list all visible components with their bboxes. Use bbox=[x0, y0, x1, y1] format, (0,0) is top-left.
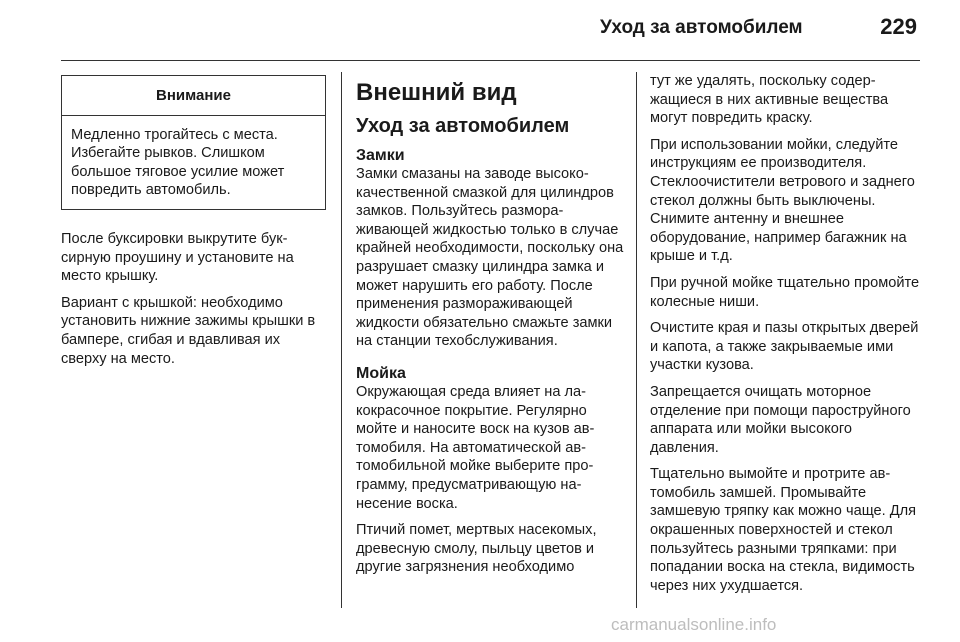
washing-heading: Мойка bbox=[356, 364, 406, 382]
middle-column bbox=[356, 79, 624, 585]
washing-paragraph-1: Окружающая среда влияет на лакокрасочное покрытие. Регулярно мойте и наносите воск на кузов автомобиля. На автоматической автомобильной мойке выберите программу, предусматривающую нанесение воска. bbox=[356, 383, 595, 512]
cover-variant-paragraph: Вариант с крышкой: необходимо установить нижние зажимы крышки в бампере, сгибая и вдавливая их сверху на место. bbox=[61, 294, 316, 367]
washing-paragraph-2: Птичий помет, мертвых насекомых, древесную смолу, пыльцу цветов и другие загрязнения необходимо bbox=[356, 522, 597, 576]
locks-heading: Замки bbox=[356, 147, 405, 164]
right-paragraph-3: При ручной мойке тщательно промойте колесные ниши. bbox=[650, 274, 920, 310]
right-paragraph-5: Запрещается очищать моторное отделение при помощи пароструйного аппарата или мойки высокого давления. bbox=[650, 383, 911, 456]
section-title: Внешний вид bbox=[356, 79, 517, 106]
header-title: Уход за автомобилем bbox=[600, 17, 803, 38]
left-column bbox=[61, 75, 326, 376]
right-paragraph-4: Очистите края и пазы открытых дверей и капота, а также закрываемые ими участки кузова. bbox=[650, 320, 919, 374]
column-divider-2 bbox=[636, 72, 637, 608]
right-column bbox=[650, 72, 922, 603]
right-paragraph-6: Тщательно вымойте и протрите автомобиль замшей. Промывайте замшевую тряпку как можно чаще. Для окрашенных поверхностей и стекол пользуйтесь разными тряпками: при попадании воска на стекла, видимость через них ухудшается. bbox=[650, 466, 917, 594]
warning-title: Внимание bbox=[62, 76, 325, 116]
warning-text: Медленно трогайтесь с места. Избегайте рывков. Слишком большое тяговое усилие может повредить автомобиль. bbox=[71, 126, 285, 199]
page-number: 229 bbox=[880, 14, 917, 39]
right-paragraph-1: тут же удалять, поскольку содержащиеся в них активные вещества могут повредить краску. bbox=[650, 73, 889, 127]
warning-box bbox=[61, 75, 326, 210]
right-paragraph-2: При использовании мойки, следуйте инструкциям ее производителя. Стеклоочистители ветрового и заднего стекол должны быть выключены. Снимите антенну и внешнее оборудование, например багажник на крыше и т.д. bbox=[650, 136, 915, 265]
towing-eye-paragraph: После буксировки выкрутите буксирную проушину и установите на место крышку. bbox=[61, 230, 294, 285]
column-divider-1 bbox=[341, 72, 342, 608]
header-divider bbox=[61, 60, 920, 61]
watermark: carmanualsonline.info bbox=[611, 615, 777, 634]
subsection-title: Уход за автомобилем bbox=[356, 115, 570, 137]
locks-paragraph: Замки смазаны на заводе высококачественной смазкой для цилиндров замков. Пользуйтесь размораживающей жидкостью только в случае крайней необходимости, поскольку она разрушает смазку цилиндра замка и может нарушить его работу. После применения размораживающей жидкости обязательно смажьте замки на станции техобслуживания. bbox=[356, 166, 624, 350]
